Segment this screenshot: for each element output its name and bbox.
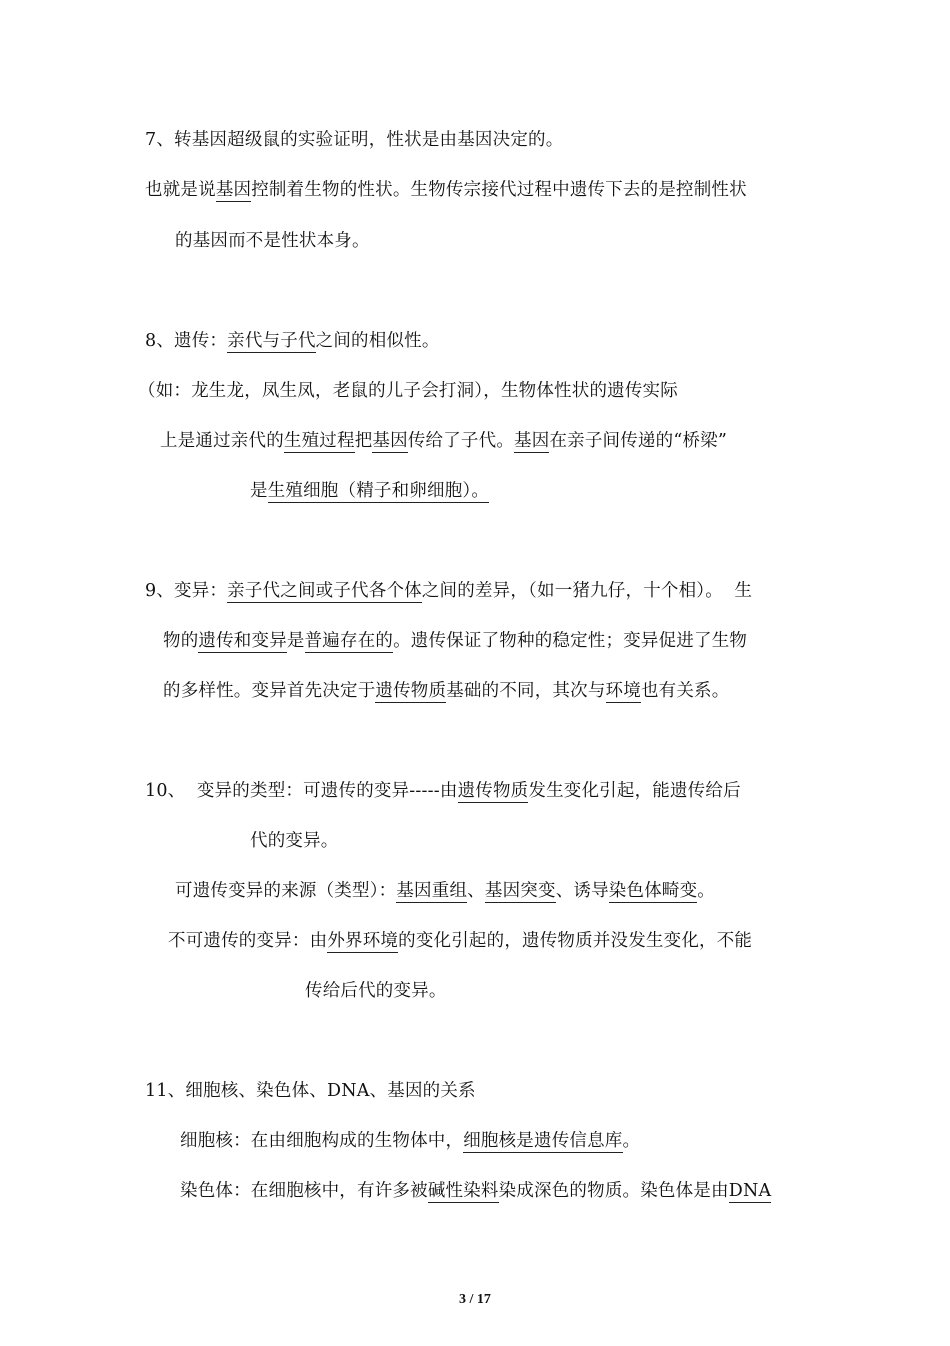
text-line <box>175 879 715 903</box>
underlined-text: 基因突变 <box>484 881 556 901</box>
underlined-text: DNA <box>728 1181 772 1201</box>
underlined-text: 细胞核是遗传信息库 <box>463 1131 623 1151</box>
text-segment: 也有关系。 <box>640 681 730 701</box>
text-segment: 。 <box>622 1131 641 1151</box>
text-segment: 。 <box>697 881 715 901</box>
text-line <box>163 679 729 703</box>
text-segment: 9、变异： <box>145 581 228 601</box>
text-segment: 7、转基因超级鼠的实验证明，性状是由基因决定的。 <box>145 130 564 150</box>
underlined-text: 遗传物质 <box>457 781 529 801</box>
underlined-text: 基因 <box>514 431 550 451</box>
text-segment: 代的变异。 <box>250 831 339 851</box>
text-segment: 是 <box>250 481 268 501</box>
text-segment: 上是通过亲代的 <box>160 431 284 451</box>
text-segment: 也就是说 <box>145 180 216 200</box>
text-line <box>138 379 678 403</box>
text-line <box>145 779 741 803</box>
underlined-text: 基因重组 <box>396 881 468 901</box>
text-segment: 发生变化引起，能遗传给后 <box>528 781 741 801</box>
underlined-text: 普遍存在的 <box>304 631 394 651</box>
text-line <box>145 579 752 603</box>
text-segment: 11、细胞核、染色体、DNA、基因的关系 <box>145 1081 476 1101</box>
text-segment: 把 <box>354 431 373 451</box>
text-segment: 控制着生物的性状。生物传宗接代过程中遗传下去的是控制性状 <box>251 180 747 200</box>
underlined-text: 亲代与子代 <box>227 331 316 351</box>
text-segment: 的基因而不是性状本身。 <box>175 231 370 251</box>
text-line <box>175 229 370 253</box>
text-segment: 传给后代的变异。 <box>305 981 447 1001</box>
text-line <box>180 1129 640 1153</box>
underlined-text: 生殖细胞（精子和卵细胞）。 <box>267 481 490 501</box>
text-line <box>163 629 747 653</box>
underlined-text: 遗传和变异 <box>198 631 287 651</box>
text-line <box>250 829 339 853</box>
text-segment: 物的 <box>163 631 199 651</box>
text-segment: 在亲子间传递的“桥梁” <box>549 431 728 451</box>
text-line <box>180 1179 771 1203</box>
underlined-text: 生殖过程 <box>283 431 355 451</box>
text-segment: 、诱导 <box>555 881 609 901</box>
text-segment: 8、遗传： <box>145 331 228 351</box>
text-segment: 的多样性。变异首先决定于 <box>163 681 376 701</box>
underlined-text: 基因 <box>215 180 252 200</box>
text-segment: 是 <box>286 631 305 651</box>
text-segment: 染成深色的物质。染色体是由 <box>498 1181 729 1201</box>
underlined-text: 环境 <box>605 681 641 701</box>
text-line <box>145 1079 476 1103</box>
text-segment: 的变化引起的，遗传物质并没发生变化，不能 <box>398 931 753 951</box>
underlined-text: 亲子代之间或子代各个体 <box>227 581 422 601</box>
underlined-text: 遗传物质 <box>375 681 447 701</box>
text-segment: 不可遗传的变异：由 <box>168 931 328 951</box>
text-line <box>160 429 727 453</box>
underlined-text: 碱性染料 <box>427 1181 499 1201</box>
text-segment: （如：龙生龙，凤生凤，老鼠的儿子会打洞），生物体性状的遗传实际 <box>138 381 678 401</box>
text-line <box>145 178 747 202</box>
text-line <box>145 128 563 152</box>
text-segment: 之间的相似性。 <box>315 331 440 351</box>
text-segment: 染色体：在细胞核中，有许多被 <box>180 1181 428 1201</box>
underlined-text: 染色体畸变 <box>608 881 698 901</box>
text-segment: 10、 变异的类型：可遗传的变异-----由 <box>145 781 458 801</box>
text-segment: 之间的差异，（如一猪九仔，十个相）。 生 <box>421 581 753 601</box>
text-segment: 细胞核：在由细胞构成的生物体中， <box>180 1131 464 1151</box>
text-line <box>250 479 489 503</box>
text-segment: 、 <box>467 881 485 901</box>
page-number: 3 / 17 <box>459 1292 491 1307</box>
underlined-text: 基因 <box>372 431 408 451</box>
underlined-text: 外界环境 <box>327 931 399 951</box>
text-line <box>145 329 440 353</box>
text-segment: 传给了子代。 <box>407 431 515 451</box>
text-segment: 。遗传保证了物种的稳定性；变异促进了生物 <box>393 631 748 651</box>
text-line <box>305 979 447 1003</box>
text-line <box>168 929 752 953</box>
text-segment: 可遗传变异的来源（类型）： <box>175 881 397 901</box>
text-segment: 基础的不同，其次与 <box>446 681 606 701</box>
